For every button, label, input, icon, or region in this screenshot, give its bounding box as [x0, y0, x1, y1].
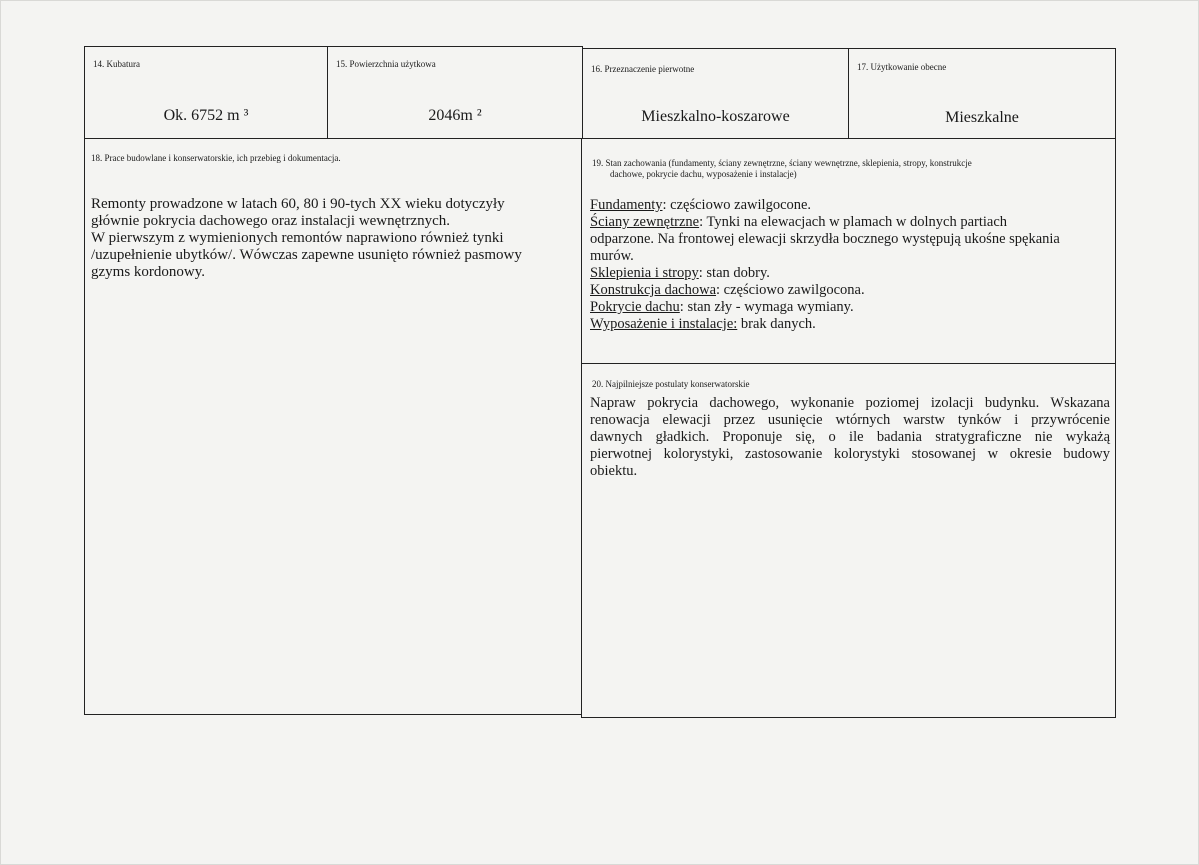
field-19-label-line1: 19. Stan zachowania (fundamenty, ściany zewnętrzne, ściany wewnętrzne, sklepienia, stropy, konstrukcje: [592, 158, 972, 168]
wyposazenie-row: [590, 316, 1110, 333]
field-20-line: pierwotnej kolorystyki, zastosowanie kolorystyki stosowanej w okresie budowy: [590, 446, 1110, 462]
field-17-value: Mieszkalne: [945, 109, 1019, 126]
wyposazenie-heading: Wyposażenie i instalacje:: [590, 316, 738, 332]
field-16-przeznaczenie: [582, 48, 849, 139]
sciany-text: : Tynki na elewacjach w plamach w dolnych partiach: [699, 214, 1008, 230]
field-20-text: [590, 395, 1110, 480]
konstrukcja-row: [590, 282, 1110, 299]
field-18-prace: [84, 138, 582, 715]
sciany-heading: Ściany zewnętrzne: [590, 214, 700, 230]
field-14-kubatura: [84, 46, 328, 139]
field-20-line: Napraw pokrycia dachowego, wykonanie poziomej izolacji budynku. Wskazana: [590, 395, 1110, 411]
field-15-label: 15. Powierzchnia użytkowa: [336, 59, 436, 69]
pokrycie-heading: Pokrycie dachu: [590, 299, 680, 315]
konstrukcja-text: : częściowo zawilgocona.: [716, 282, 865, 298]
field-17-label: 17. Użytkowanie obecne: [857, 62, 947, 72]
field-16-label: 16. Przeznaczenie pierwotne: [591, 64, 695, 74]
sciany-row: [590, 214, 1110, 231]
field-14-value: Ok. 6752 m ³: [163, 107, 249, 124]
field-18-line: Remonty prowadzone w latach 60, 80 i 90-tych XX wieku dotyczyły: [91, 196, 505, 212]
field-20-line: obiektu.: [590, 463, 638, 479]
field-18-line: gzyms kordonowy.: [91, 264, 206, 280]
pokrycie-text: : stan zły - wymaga wymiany.: [679, 299, 854, 315]
field-18-label: 18. Prace budowlane i konserwatorskie, ich przebieg i dokumentacja.: [91, 153, 341, 163]
sklepienia-heading: Sklepienia i stropy: [590, 265, 699, 281]
sklepienia-row: [590, 265, 1110, 282]
field-15-value: 2046m ²: [428, 107, 482, 124]
pokrycie-row: [590, 299, 1110, 316]
fundamenty-row: [590, 197, 1110, 214]
field-17-uzytkowanie: [848, 48, 1116, 139]
field-18-line: /uzupełnienie ubytków/. Wówczas zapewne usunięto również pasmowy: [91, 247, 522, 263]
fundamenty-heading: Fundamenty: [590, 197, 663, 213]
field-19-text: [590, 197, 1110, 333]
field-18-text: [91, 196, 571, 281]
sklepienia-text: : stan dobry.: [698, 265, 770, 281]
field-20-line: renowacja elewacji przez usunięcie wtórnych warstw tynków i przywrócenie: [590, 412, 1110, 428]
field-20-postulaty: [581, 363, 1116, 718]
sciany-row-cont: odparzone. Na frontowej elewacji skrzydła bocznego występują ukośne spękania: [590, 231, 1060, 247]
field-18-line: W pierwszym z wymienionych remontów naprawiono również tynki: [91, 230, 504, 246]
field-19-label-line2: dachowe, pokrycie dachu, wyposażenie i instalacje): [610, 169, 797, 179]
sciany-row-cont: murów.: [590, 248, 634, 264]
field-18-line: głównie pokrycia dachowego oraz instalacji wewnętrznych.: [91, 213, 451, 229]
field-19-stan-zachowania: [581, 138, 1116, 364]
wyposazenie-text: brak danych.: [737, 316, 816, 332]
field-15-powierzchnia: [327, 46, 583, 139]
field-19-label: [592, 158, 972, 180]
konstrukcja-heading: Konstrukcja dachowa: [590, 282, 717, 298]
field-14-label: 14. Kubatura: [93, 59, 140, 69]
field-20-line: dawnych gładkich. Proponuje się, o ile badania stratygraficzne nie wykażą: [590, 429, 1110, 445]
field-20-label: 20. Najpilniejsze postulaty konserwatorskie: [592, 379, 750, 389]
fundamenty-text: : częściowo zawilgocone.: [662, 197, 812, 213]
field-16-value: Mieszkalno-koszarowe: [641, 108, 790, 125]
